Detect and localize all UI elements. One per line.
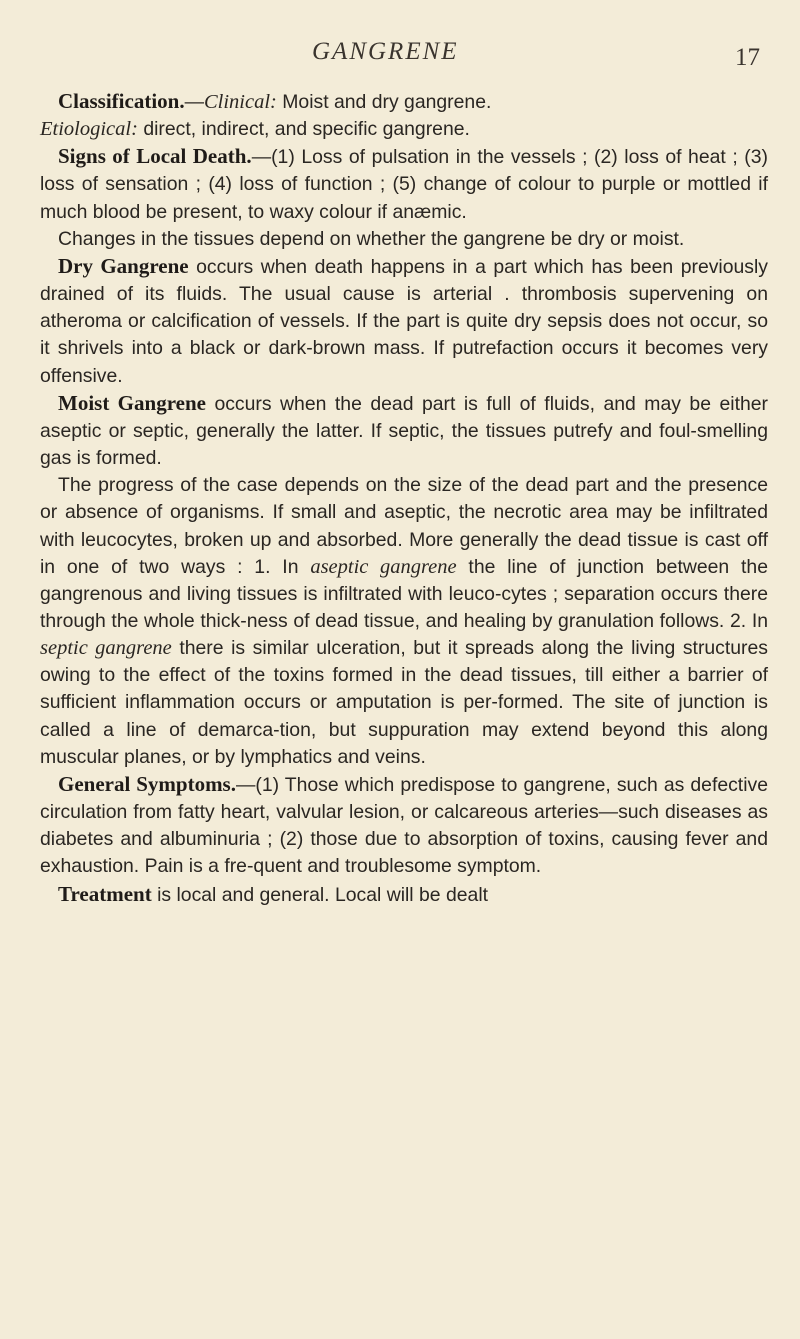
- septic-gangrene-label: septic gangrene: [40, 637, 172, 660]
- classification-paragraph: [40, 88, 768, 143]
- progress-text-3: there is similar ulceration, but it spreads along the living structures owing to the effect of the toxins formed in the dead tissues, till either a barrier of sufficient inflammation occurs or amputation is per-formed. The site of junction is called a line of demarca-tion, but suppuration may extend beyond this along muscular planes, or by lymphatics and veins.: [40, 637, 768, 768]
- dry-gangrene-heading: Dry Gangrene: [58, 253, 189, 278]
- changes-paragraph: [40, 226, 768, 253]
- dry-gangrene-text: occurs when death happens in a part which has been previously drained of its fluids. The usual cause is arterial . thrombosis supervening on atheroma or calcification of vessels. If the part is quite dry sepsis does not occur, so it shrivels into a black or dark-brown mass. If putrefaction occurs it becomes very offensive.: [40, 255, 768, 387]
- etiological-label: Etiological:: [40, 118, 138, 141]
- running-title: GANGRENE: [312, 38, 459, 65]
- signs-heading: Signs of Local Death.: [58, 144, 252, 169]
- treatment-heading: Treatment: [58, 881, 152, 906]
- general-symptoms-heading: General Symptoms.: [58, 771, 236, 796]
- clinical-text: Moist and dry gangrene.: [276, 91, 492, 113]
- body-text: [40, 88, 768, 909]
- progress-text-2: the line of junction between the gangrenous and living tissues is infiltrated with leuco-cytes ; separation occurs there through the whole thick-ness of dead tissue, and healing by granulation follows. 2. In: [40, 555, 768, 632]
- page-number: 17: [735, 44, 760, 71]
- clinical-label: Clinical:: [203, 91, 277, 113]
- treatment-paragraph: [40, 881, 768, 909]
- general-symptoms-text: —(1) Those which predispose to gangrene, such as defective circulation from fatty heart, valvular lesion, or calcareous arteries—such diseases as diabetes and albuminuria ; (2) those due to absorption of toxins, causing fever and exhaustion. Pain is a fre-quent and troublesome symptom.: [40, 773, 768, 878]
- classification-heading: Classification.: [58, 89, 185, 113]
- general-symptoms-paragraph: [40, 771, 768, 881]
- treatment-text: is local and general. Local will be dealt: [151, 883, 489, 906]
- dry-gangrene-paragraph: [40, 253, 768, 390]
- moist-gangrene-heading: Moist Gangrene: [58, 390, 206, 415]
- changes-text: Changes in the tissues depend on whether the gangrene be dry or moist.: [58, 227, 685, 250]
- classification-dash: —: [184, 91, 204, 113]
- etiological-text: direct, indirect, and specific gangrene.: [137, 118, 470, 141]
- aseptic-gangrene-label: aseptic gangrene: [310, 555, 457, 578]
- progress-paragraph: [40, 472, 768, 771]
- progress-text-1: The progress of the case depends on the size of the dead part and the presence or absence of organisms. If small and aseptic, the necrotic area may be infiltrated with leucocytes, broken up and absorbed. More generally the dead tissue is cast off in one of two ways : 1. In: [40, 474, 768, 578]
- signs-paragraph: [40, 143, 768, 225]
- signs-text: —(1) Loss of pulsation in the vessels ; (2) loss of heat ; (3) loss of sensation ; (4) loss of function ; (5) change of colour to purple or mottled if much blood be present, to waxy colour if anæmic.: [40, 146, 768, 223]
- running-head: [0, 38, 800, 71]
- moist-gangrene-text: occurs when the dead part is full of fluids, and may be either aseptic or septic, generally the latter. If septic, the tissues putrefy and foul-smelling gas is formed.: [40, 392, 768, 470]
- moist-gangrene-paragraph: [40, 390, 768, 472]
